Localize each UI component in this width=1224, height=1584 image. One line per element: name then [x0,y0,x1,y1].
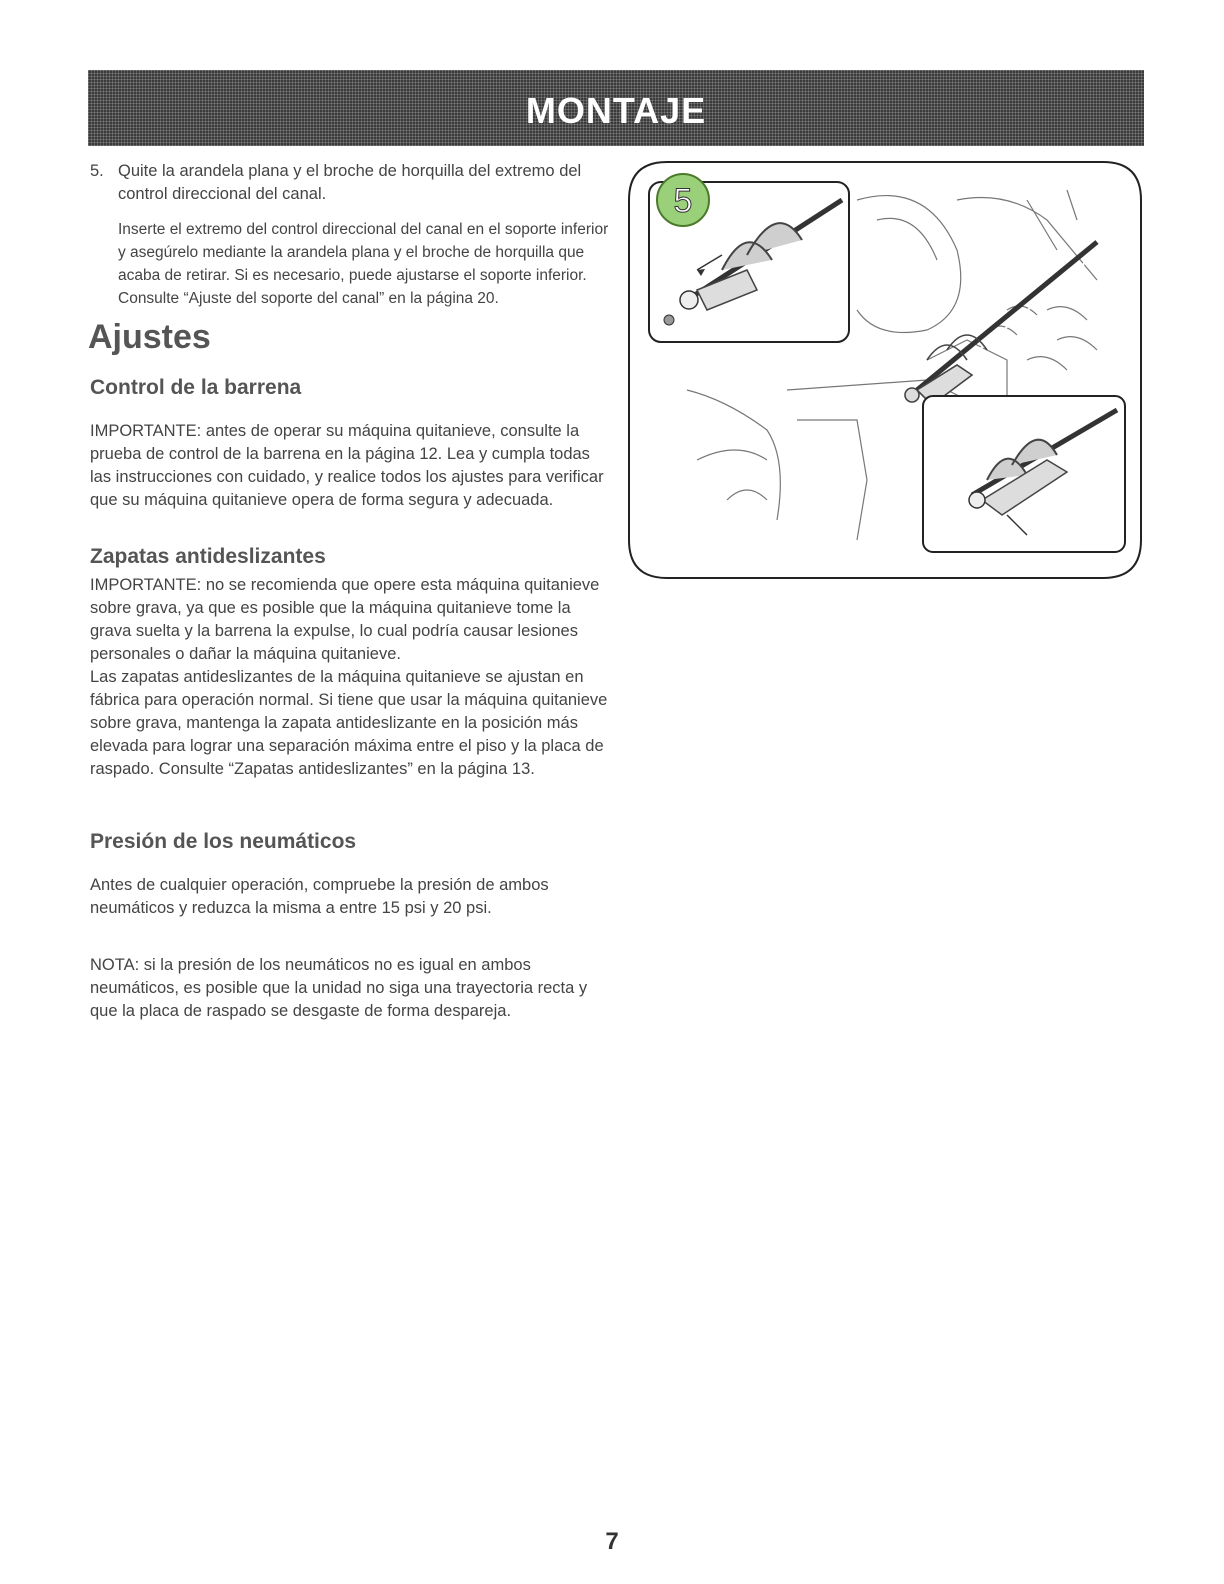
callout-number: 5 [673,182,693,220]
page-number: 7 [605,1528,619,1555]
auger-control-text: IMPORTANTE: antes de operar su máquina quitanieve, consulte la prueba de control de la barrena en la página 12. Lea y cumpla todas las instrucciones con cuidado, y realice todos los ajustes para verificar que su máquina quitanieve opera de forma segura y adecuada. [90,422,604,509]
section-title: Ajustes [88,318,211,356]
step-5-text-2: Inserte el extremo del control direccional del canal en el soporte inferior y asegúrelo mediante la arandela plana y el broche de horquilla que acaba de retirar. Si es necesario, puede ajustarse el soporte inferior. Consulte “Ajuste del soporte del canal” en la página 20. [118,221,609,307]
section-header-banner [88,70,1144,146]
illustration-svg [627,160,1143,580]
step-callout-badge [657,174,709,226]
skid-shoes-heading: Zapatas antideslizantes [90,545,326,568]
detail-inset-bottom [923,396,1125,552]
tire-pressure-heading: Presión de los neumáticos [90,830,357,853]
tire-pressure-note: NOTA: si la presión de los neumáticos no es igual en ambos neumáticos, es posible que la unidad no siga una trayectoria recta y que la placa de raspado se desgaste de forma despareja. [90,956,588,1020]
assembly-illustration [627,160,1143,580]
skid-shoes-text-2: Las zapatas antideslizantes de la máquina quitanieve se ajustan en fábrica para operación normal. Si tiene que usar la máquina quitanieve sobre grava, mantenga la zapata antideslizante en la posición más elevada para lograr una separación máxima entre el piso y la placa de raspado. Consulte “Zapatas antideslizantes” en la página 13. [90,668,608,778]
skid-shoes-text-1: IMPORTANTE: no se recomienda que opere esta máquina quitanieve sobre grava, ya que es posible que la máquina quitanieve tome la grava suelta y la barrena la expulse, lo cual podría causar lesiones personales o dañar la máquina quitanieve. [90,576,600,663]
banner-title: MONTAJE [525,90,707,131]
step-5-text-1: Quite la arandela plana y el broche de horquilla del extremo del control direccional del canal. [118,162,582,203]
auger-control-heading: Control de la barrena [90,376,302,399]
step-5 [90,160,610,310]
tire-pressure-text-1: Antes de cualquier operación, compruebe la presión de ambos neumáticos y reduzca la misma a entre 15 psi y 20 psi. [90,876,549,917]
step-number: 5. [90,162,104,180]
